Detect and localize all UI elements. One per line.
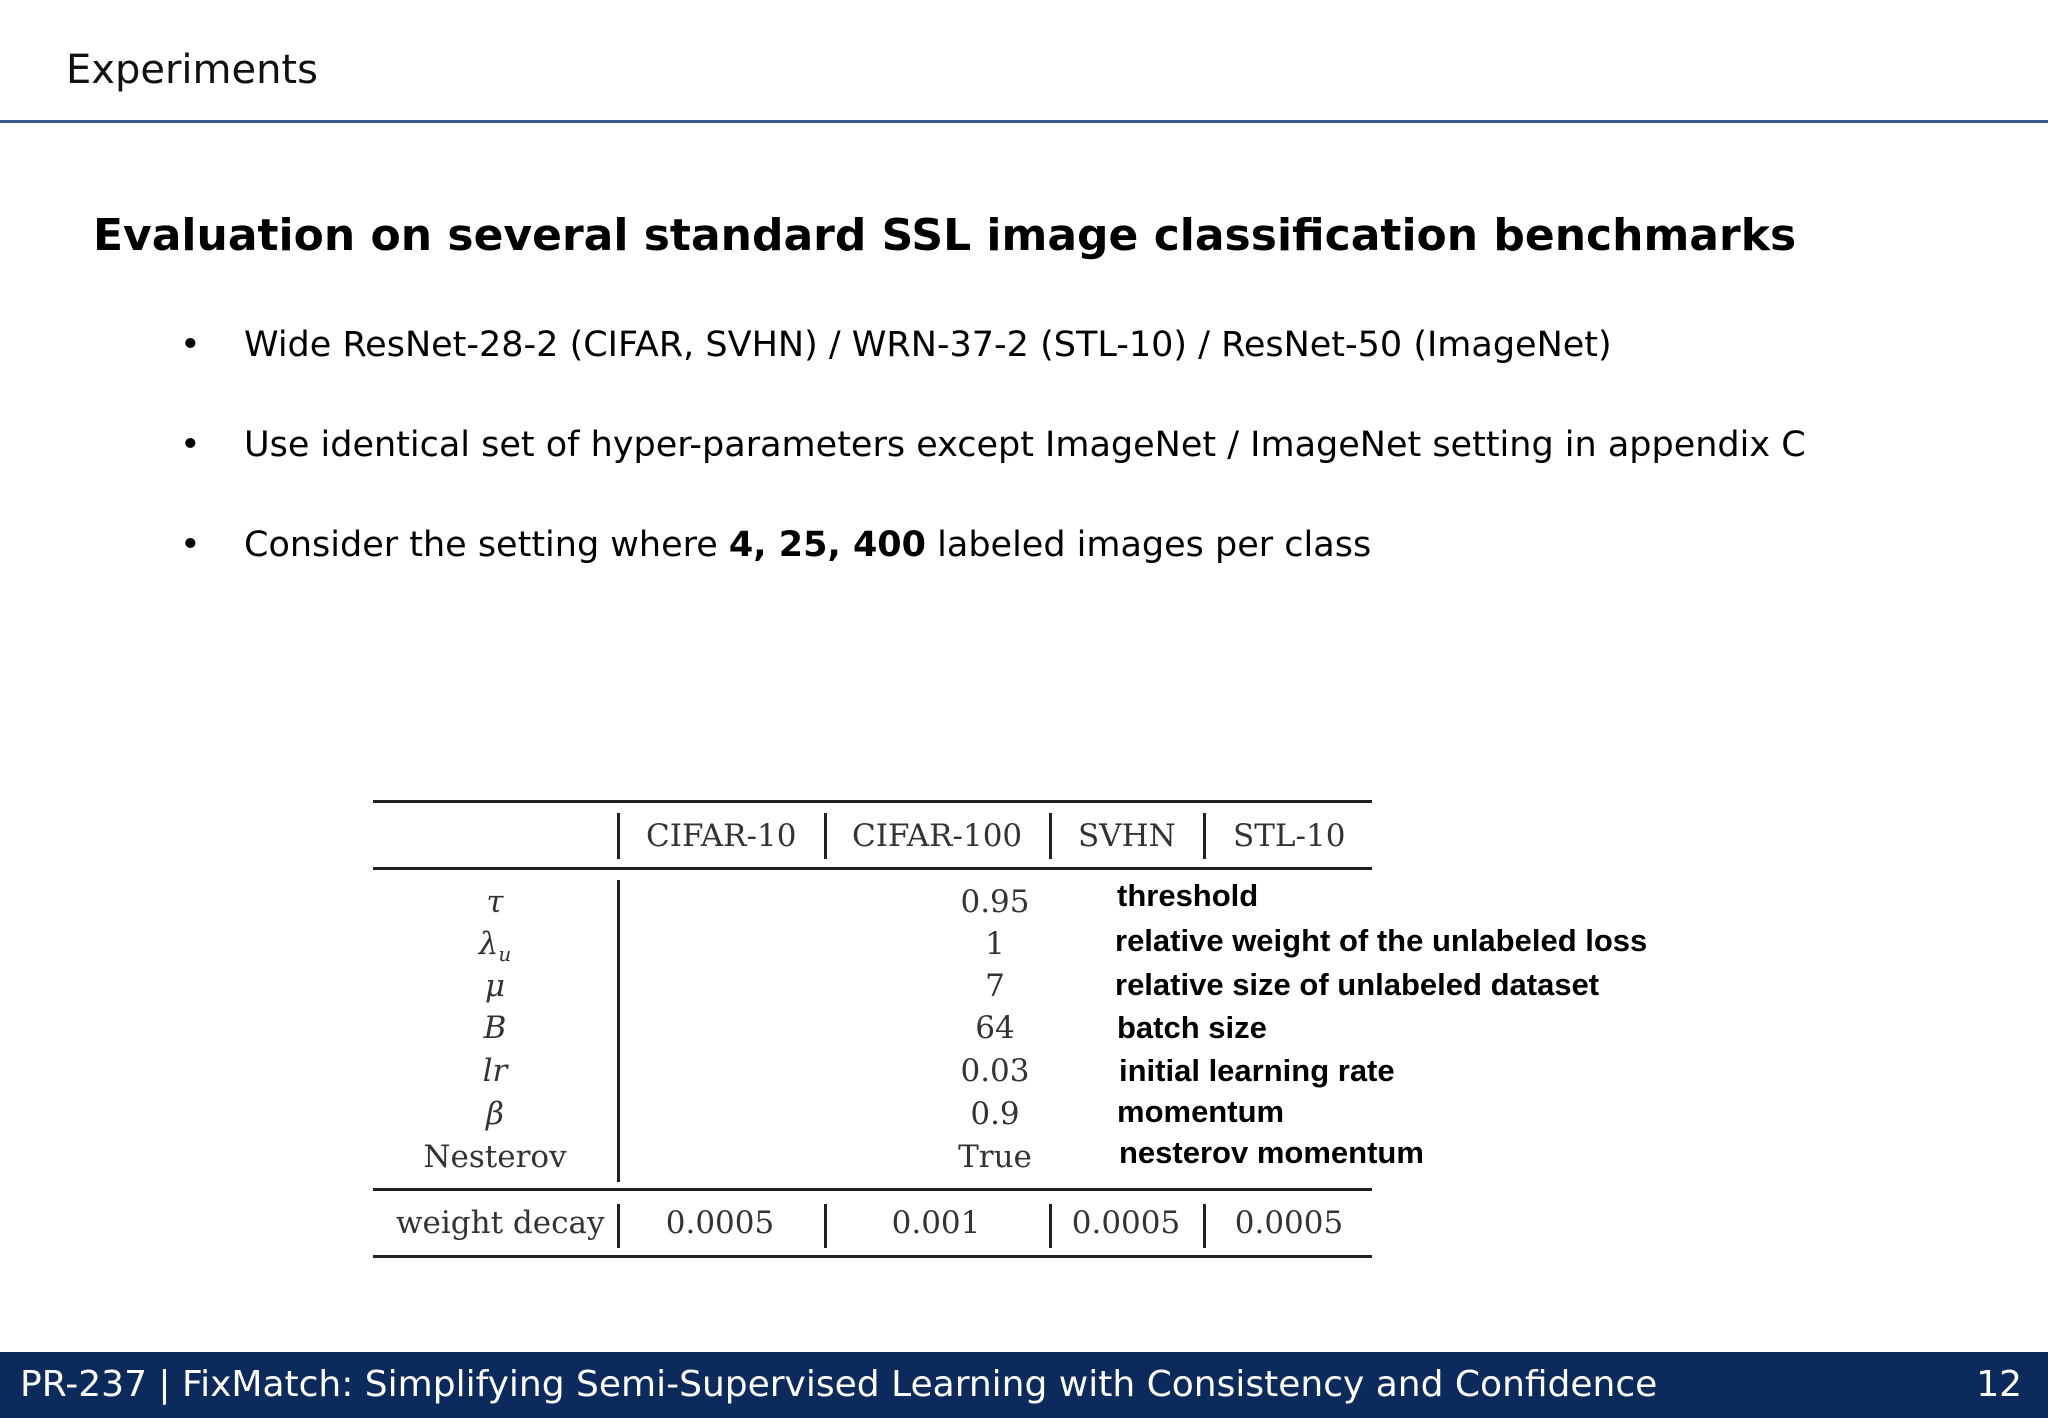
param-name: B: [483, 1010, 507, 1046]
bullet-text-post: labeled images per class: [926, 525, 1372, 565]
weight-decay-separator: [617, 1204, 620, 1248]
param-value: 1: [985, 926, 1005, 962]
column-header: SVHN: [1078, 818, 1176, 854]
bullet-marker: •: [180, 525, 201, 565]
header-separator: [1203, 813, 1206, 859]
param-value: 0.9: [970, 1096, 1020, 1132]
column-header: STL-10: [1233, 818, 1346, 854]
footer-title: PR-237 | FixMatch: Simplifying Semi-Supervised Learning with Consistency and Confidence: [20, 1364, 1658, 1405]
weight-decay-separator: [1203, 1204, 1206, 1248]
table-mid-rule: [373, 1188, 1372, 1191]
param-value: 7: [985, 968, 1005, 1004]
weight-decay-separator: [1049, 1204, 1052, 1248]
footer-bar: [0, 1352, 2048, 1418]
weight-decay-value: 0.0005: [1071, 1205, 1181, 1241]
param-name: τ: [486, 884, 504, 920]
bullet-text-pre: Consider the setting where: [244, 525, 729, 565]
section-title: Experiments: [66, 47, 318, 93]
param-value: 0.03: [960, 1053, 1030, 1089]
column-header: CIFAR-100: [852, 818, 1023, 854]
param-name: Nesterov: [423, 1139, 567, 1175]
param-annotation: initial learning rate: [1119, 1053, 1395, 1088]
column-header: CIFAR-10: [646, 818, 797, 854]
param-annotation: momentum: [1117, 1094, 1285, 1129]
bullet-text: Wide ResNet-28-2 (CIFAR, SVHN) / WRN-37-2 (STL-10) / ResNet-50 (ImageNet): [244, 325, 1612, 365]
param-value: 64: [975, 1010, 1015, 1046]
weight-decay-value: 0.0005: [665, 1205, 775, 1241]
header-separator: [824, 813, 827, 859]
bullet-marker: •: [180, 425, 201, 465]
bullet-text-bold: 4, 25, 400: [728, 525, 927, 565]
header-separator: [1049, 813, 1052, 859]
param-annotation: batch size: [1117, 1010, 1267, 1045]
table-top-rule: [373, 800, 1372, 803]
page-number: 12: [1976, 1364, 2022, 1405]
param-value: 0.95: [960, 884, 1030, 920]
param-name: lr: [482, 1053, 508, 1089]
param-value: True: [958, 1139, 1032, 1175]
param-annotation: nesterov momentum: [1119, 1135, 1424, 1170]
table-bottom-rule: [373, 1255, 1372, 1258]
param-name: β: [486, 1096, 504, 1132]
param-annotation: relative size of unlabeled dataset: [1115, 967, 1600, 1002]
param-subscript: u: [498, 942, 512, 967]
param-symbol: λ: [478, 926, 499, 962]
header-separator: [617, 813, 620, 859]
param-name: μ: [484, 968, 506, 1004]
param-annotation: relative weight of the unlabeled loss: [1115, 923, 1648, 958]
param-annotation: threshold: [1117, 878, 1259, 913]
table-header-rule: [373, 867, 1372, 870]
weight-decay-value: 0.0005: [1234, 1205, 1344, 1241]
bullet-marker: •: [180, 325, 201, 365]
weight-decay-separator: [824, 1204, 827, 1248]
param-column-separator: [617, 880, 620, 1182]
weight-decay-label: weight decay: [396, 1205, 605, 1241]
weight-decay-value: 0.001: [891, 1205, 981, 1241]
slide-heading: Evaluation on several standard SSL image classification benchmarks: [93, 210, 1797, 261]
bullet-text: Use identical set of hyper-parameters except ImageNet / ImageNet setting in appendix C: [244, 425, 1806, 465]
